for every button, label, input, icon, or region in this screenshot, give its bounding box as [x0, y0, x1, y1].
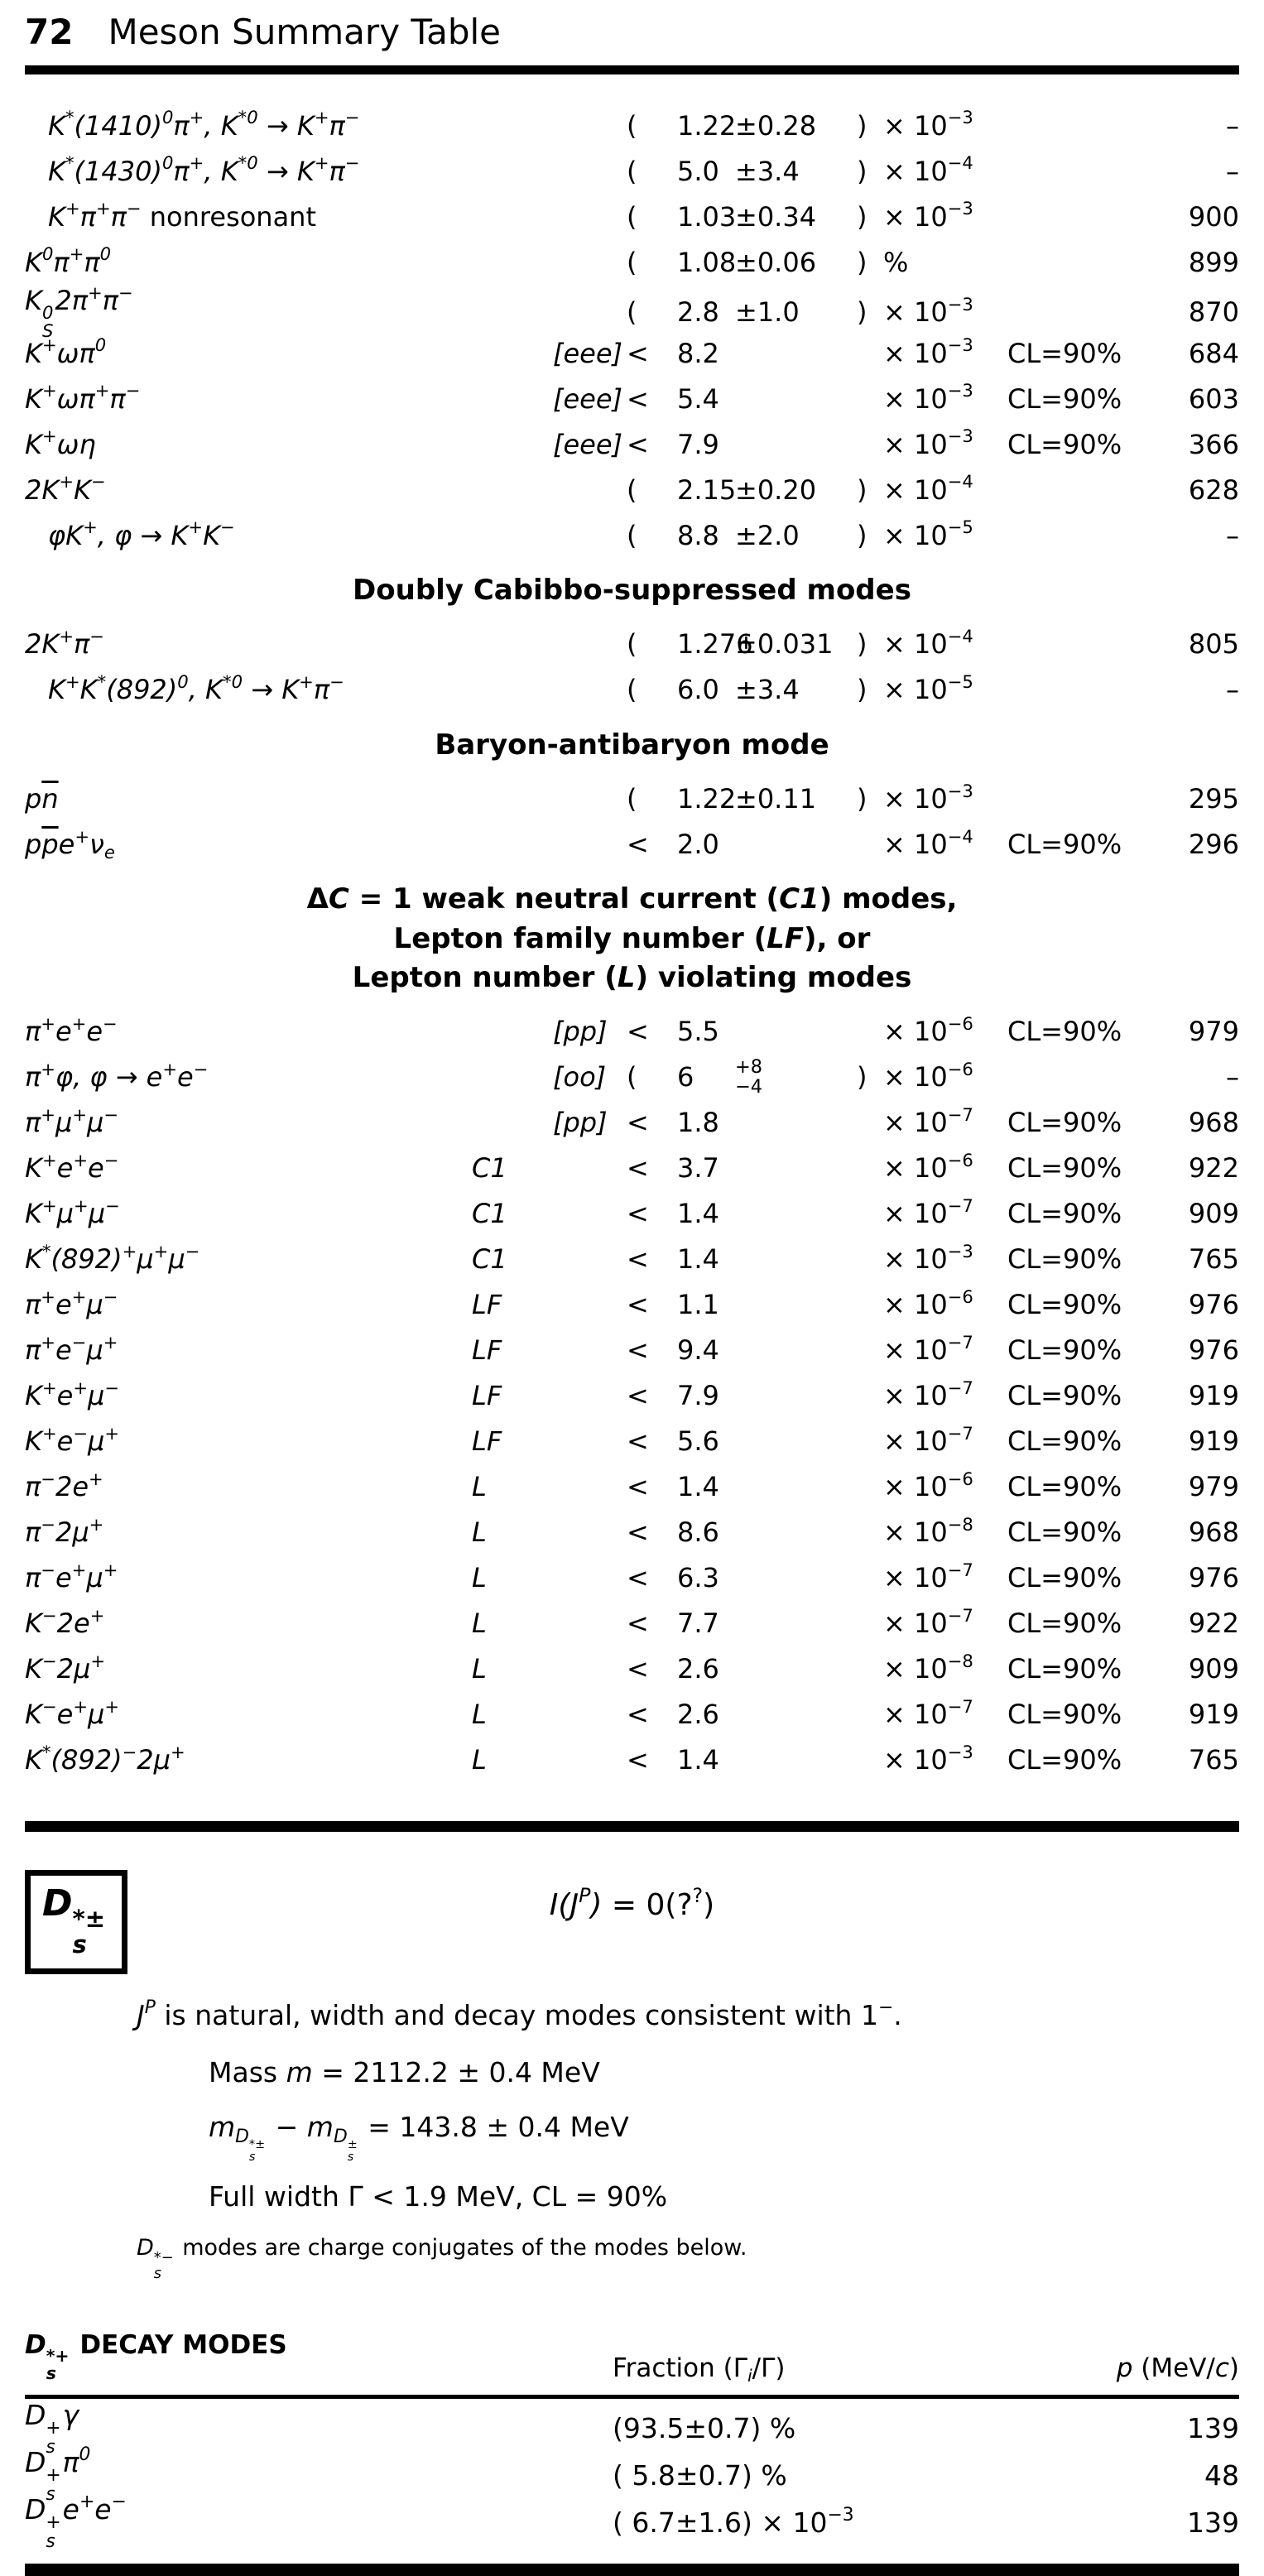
fraction-scale: × $10^{-7}$	[883, 1104, 973, 1139]
confidence-level: CL=90%	[1007, 1562, 1122, 1594]
decay-modes-row	[25, 2444, 1239, 2505]
fraction-close: )	[857, 519, 867, 551]
momentum-value: 48	[1204, 2458, 1239, 2492]
decay-mode: $K^+K^*(892)^0$, $K^{*0} \to K^+\pi^-$	[48, 671, 344, 706]
fraction-value: 9.4	[677, 1334, 719, 1367]
confidence-level: CL=90%	[1007, 382, 1122, 415]
fraction-close: )	[857, 628, 867, 661]
fraction-value: 1.03	[677, 200, 737, 233]
fraction-open: (	[627, 1061, 637, 1093]
fraction-value: 1.08	[677, 246, 737, 278]
decay-mode: D + s $\pi^0$	[25, 2444, 91, 2505]
momentum-value: 628	[1188, 473, 1239, 506]
fraction-scale: × $10^{-3}$	[883, 334, 973, 369]
fraction-close: )	[857, 674, 867, 706]
fraction-scale: × $10^{-5}$	[883, 517, 973, 551]
fraction-open: (	[627, 473, 637, 506]
decay-modes-rows	[25, 2398, 1239, 2552]
section-header-line: Doubly Cabibbo-suppressed modes	[353, 574, 911, 607]
mode-label: LF	[472, 1380, 502, 1412]
decay-row	[25, 821, 1239, 867]
decay-mode: π+μ+μ−	[25, 1104, 119, 1139]
momentum-value: 870	[1188, 296, 1239, 329]
fraction-value: 3.7	[677, 1152, 719, 1185]
fraction-close: )	[857, 155, 867, 187]
decay-mode: K+e+μ−	[25, 1377, 120, 1412]
fraction-error: ±1.0	[735, 296, 800, 329]
decay-mode: π+e−μ+	[25, 1332, 118, 1367]
fraction-error: ±0.28	[735, 109, 817, 142]
fraction-open: <	[627, 1653, 649, 1685]
fraction-scale: × $10^{-3}$	[883, 294, 973, 329]
fraction-value: 5.6	[677, 1425, 719, 1458]
particle-note: $J^P$ is natural, width and decay modes consistent with 1−.	[137, 1997, 902, 2031]
decay-row	[25, 1191, 1239, 1237]
decay-mode: $K^*(1410)^0\pi^+$, $K^{*0} \to K^+\pi^-$	[48, 107, 360, 142]
decay-mode: π−2e+	[25, 1468, 103, 1503]
section-header	[25, 726, 1239, 766]
fraction-error: ±0.34	[735, 200, 817, 233]
decay-row	[25, 148, 1239, 194]
momentum-value: 900	[1188, 200, 1239, 233]
decay-mode: 2K+K−	[25, 471, 106, 506]
fraction-scale: × $10^{-7}$	[883, 1195, 973, 1230]
fraction-value: 1.4	[677, 1243, 719, 1276]
confidence-level: CL=90%	[1007, 828, 1122, 860]
fraction-scale: × $10^{-3}$	[883, 780, 973, 815]
mode-label: C1	[472, 1198, 507, 1230]
main-decay-table	[25, 103, 1239, 1783]
fraction-error: ±3.4	[735, 674, 800, 706]
fraction-open: (	[627, 628, 637, 661]
section-header-line: Lepton number (L) violating modes	[352, 961, 912, 995]
fraction-value: 6	[677, 1061, 694, 1093]
confidence-level: CL=90%	[1007, 1243, 1122, 1276]
decay-mode: K 0 S 2π+π−	[25, 281, 133, 341]
fraction-close: )	[857, 109, 867, 142]
decay-mode: $K^+\omega\pi^0$	[25, 334, 107, 369]
mode-label: C1	[472, 1243, 507, 1276]
fraction-open: <	[627, 1107, 649, 1139]
section-header	[25, 571, 1239, 611]
fraction-scale: × $10^{-3}$	[883, 380, 973, 415]
decay-mode: K*(892)+μ+μ−	[25, 1241, 200, 1276]
fraction-value: (93.5±0.7) %	[613, 2411, 796, 2444]
decay-mode: K−2e+	[25, 1605, 105, 1640]
particle-properties	[209, 2056, 1239, 2213]
fraction-value: 8.6	[677, 1516, 719, 1549]
confidence-level: CL=90%	[1007, 1152, 1122, 1185]
fraction-scale: × $10^{-8}$	[883, 1651, 973, 1685]
fraction-scale: × $10^{-6}$	[883, 1059, 973, 1093]
particle-symbol: D *± s	[42, 1882, 106, 1958]
decay-row	[25, 103, 1239, 148]
fraction-scale: × $10^{-7}$	[883, 1423, 973, 1458]
fraction-open: <	[627, 1699, 649, 1731]
momentum-value: 922	[1188, 1152, 1239, 1185]
momentum-value: –	[1226, 155, 1239, 187]
footnote-ref: [eee]	[553, 428, 623, 460]
fraction-open: (	[627, 519, 637, 551]
momentum-value: 976	[1188, 1562, 1239, 1594]
fraction-scale: × $10^{-7}$	[883, 1377, 973, 1412]
momentum-value: 684	[1188, 337, 1239, 369]
confidence-level: CL=90%	[1007, 1425, 1122, 1458]
fraction-value: 1.22	[677, 782, 737, 815]
decay-row	[25, 1464, 1239, 1510]
momentum-value: 296	[1188, 828, 1239, 860]
momentum-value: 979	[1188, 1471, 1239, 1503]
footnote-ref: [eee]	[553, 337, 623, 369]
fraction-value: 2.8	[677, 296, 719, 329]
mode-label: C1	[472, 1152, 507, 1185]
mode-label: L	[472, 1744, 487, 1776]
footnote-ref: [eee]	[553, 382, 623, 415]
decay-mode: φK+, φ → K+K−	[48, 517, 235, 551]
fraction-open: <	[627, 382, 649, 415]
momentum-value: 976	[1188, 1334, 1239, 1367]
momentum-value: –	[1226, 1061, 1239, 1093]
momentum-value: 139	[1187, 2411, 1239, 2444]
decay-modes-row	[25, 2398, 1239, 2458]
decay-row	[25, 1009, 1239, 1055]
decay-row	[25, 1692, 1239, 1737]
momentum-value: 968	[1188, 1107, 1239, 1139]
fraction-error: ±2.0	[735, 519, 800, 551]
fraction-error: ±3.4	[735, 155, 800, 187]
fraction-error: ±0.031	[735, 628, 834, 661]
page-bottom-rule	[25, 2564, 1239, 2576]
full-width-line: Full width Γ < 1.9 MeV, CL = 90%	[209, 2180, 668, 2213]
fraction-scale: × $10^{-4}$	[883, 152, 973, 187]
fraction-scale: × $10^{-3}$	[883, 1241, 973, 1276]
fraction-value: 5.4	[677, 382, 719, 415]
decay-row	[25, 467, 1239, 512]
decay-mode: π+e+μ−	[25, 1286, 118, 1321]
fraction-error: ±0.20	[735, 473, 817, 506]
decay-row	[25, 1555, 1239, 1601]
decay-mode: K+μ+μ−	[25, 1195, 120, 1230]
section-header	[25, 880, 1239, 998]
mass-difference-line: $m_{D *\pm s}$ − $m_{D \pm s}$ = 143.8 ± 0.4 MeV	[209, 2110, 629, 2165]
fraction-value: 2.6	[677, 1653, 719, 1685]
decay-row	[25, 1100, 1239, 1146]
fraction-value: ( 5.8±0.7) %	[613, 2458, 787, 2492]
momentum-value: 295	[1188, 782, 1239, 815]
page-title: Meson Summary Table	[108, 12, 502, 52]
decay-mode: $K^0\pi^+\pi^0$	[25, 243, 112, 278]
fraction-error: ±0.06	[735, 246, 817, 278]
decay-modes-table	[25, 2329, 1239, 2552]
momentum-value: 366	[1188, 428, 1239, 460]
fraction-scale: × $10^{-4}$	[883, 825, 973, 860]
page-number: 72	[25, 12, 74, 52]
decay-row	[25, 239, 1239, 285]
fraction-open: (	[627, 155, 637, 187]
decay-row	[25, 512, 1239, 558]
fraction-value: 1.1	[677, 1289, 719, 1321]
confidence-level: CL=90%	[1007, 1107, 1122, 1139]
decay-row	[25, 776, 1239, 821]
momentum-value: 139	[1187, 2506, 1239, 2539]
decay-mode: K−2μ+	[25, 1651, 106, 1685]
mode-label: L	[472, 1562, 487, 1594]
confidence-level: CL=90%	[1007, 1653, 1122, 1685]
fraction-open: (	[627, 109, 637, 142]
momentum-value: 919	[1188, 1699, 1239, 1731]
fraction-close: )	[857, 1061, 867, 1093]
decay-row	[25, 1510, 1239, 1555]
decay-row	[25, 667, 1239, 713]
mode-label: L	[472, 1653, 487, 1685]
momentum-value: 765	[1188, 1243, 1239, 1276]
confidence-level: CL=90%	[1007, 1198, 1122, 1230]
decay-mode: $p\overline{p}e^+\nu_e$	[25, 825, 115, 863]
fraction-scale: × $10^{-6}$	[883, 1150, 973, 1185]
fraction-value: 2.6	[677, 1699, 719, 1731]
section-divider-rule	[25, 1821, 1239, 1832]
momentum-value: 976	[1188, 1289, 1239, 1321]
decay-mode: K−e+μ+	[25, 1696, 120, 1731]
confidence-level: CL=90%	[1007, 1334, 1122, 1367]
fraction-scale: × $10^{-4}$	[883, 626, 973, 661]
momentum-value: 919	[1188, 1425, 1239, 1458]
fraction-scale: × $10^{-8}$	[883, 1514, 973, 1549]
confidence-level: CL=90%	[1007, 1699, 1122, 1731]
fraction-close: )	[857, 296, 867, 329]
fraction-value: 7.9	[677, 428, 719, 460]
fraction-value: 1.4	[677, 1471, 719, 1503]
decay-mode: K+e+e−	[25, 1150, 119, 1185]
confidence-level: CL=90%	[1007, 1380, 1122, 1412]
decay-mode: K+e−μ+	[25, 1423, 120, 1458]
decay-mode: K+π+π− nonresonant	[48, 198, 316, 233]
decay-row	[25, 1237, 1239, 1282]
confidence-level: CL=90%	[1007, 1608, 1122, 1640]
fraction-value: 6.3	[677, 1562, 719, 1594]
fraction-value: 1.8	[677, 1107, 719, 1139]
mode-label: L	[472, 1471, 487, 1503]
decay-mode: $K^*(1430)^0\pi^+$, $K^{*0} \to K^+\pi^-$	[48, 152, 360, 187]
mode-label: L	[472, 1699, 487, 1731]
momentum-value: 805	[1188, 628, 1239, 661]
fraction-scale: × $10^{-5}$	[883, 671, 973, 706]
decay-mode: 2K+π−	[25, 626, 104, 661]
footnote-ref: [oo]	[553, 1061, 607, 1093]
decay-row	[25, 330, 1239, 376]
column-header-modes: D *+ s DECAY MODES	[25, 2329, 287, 2384]
column-header-fraction: Fraction $(\Gamma_i/\Gamma)$	[613, 2353, 786, 2386]
page-header	[25, 12, 1239, 52]
fraction-open: (	[627, 246, 637, 278]
momentum-value: –	[1226, 109, 1239, 142]
confidence-level: CL=90%	[1007, 1289, 1122, 1321]
decay-mode: K+ωπ+π−	[25, 380, 141, 415]
momentum-value: –	[1226, 519, 1239, 551]
fraction-value: 1.276	[677, 628, 753, 661]
fraction-scale: × $10^{-7}$	[883, 1560, 973, 1594]
fraction-value: 8.8	[677, 519, 719, 551]
fraction-open: <	[627, 1334, 649, 1367]
decay-mode: K*(892)−2μ+	[25, 1742, 185, 1776]
mode-label: LF	[472, 1289, 502, 1321]
fraction-open: (	[627, 674, 637, 706]
column-header-momentum: p (MeV/c)	[1116, 2353, 1239, 2383]
fraction-value: 1.22	[677, 109, 737, 142]
footnote-ref: [pp]	[553, 1107, 608, 1139]
confidence-level: CL=90%	[1007, 1016, 1122, 1048]
fraction-value: 2.0	[677, 828, 719, 860]
header-rule	[25, 65, 1239, 74]
decay-row	[25, 1646, 1239, 1692]
mode-label: L	[472, 1516, 487, 1549]
section-header-line: ΔC = 1 weak neutral current (C1) modes,	[306, 882, 958, 916]
fraction-scale: × $10^{-6}$	[883, 1286, 973, 1321]
momentum-value: 922	[1188, 1608, 1239, 1640]
section-header-line: Baryon-antibaryon mode	[435, 728, 829, 762]
decay-row	[25, 1373, 1239, 1419]
particle-symbol-box	[25, 1870, 127, 1974]
decay-mode: π+e+e−	[25, 1013, 118, 1048]
momentum-value: 603	[1188, 382, 1239, 415]
particle-header	[25, 1870, 1239, 1969]
momentum-value: 919	[1188, 1380, 1239, 1412]
decay-mode: π+φ, φ → e+e−	[25, 1059, 209, 1093]
confidence-level: CL=90%	[1007, 428, 1122, 460]
fraction-close: )	[857, 200, 867, 233]
decay-mode: D + s γ	[25, 2398, 79, 2458]
fraction-scale: × $10^{-6}$	[883, 1468, 973, 1503]
decay-modes-row	[25, 2492, 1239, 2552]
fraction-scale: × $10^{-3}$	[883, 198, 973, 233]
decay-row	[25, 1601, 1239, 1646]
fraction-open: <	[627, 1425, 649, 1458]
momentum-value: 968	[1188, 1516, 1239, 1549]
decay-mode: $p\overline{n}$	[25, 782, 59, 815]
fraction-open: <	[627, 1152, 649, 1185]
fraction-value: ( $6.7\pm 1.6) \times 10^{-3}$	[613, 2505, 854, 2539]
fraction-scale: × $10^{-3}$	[883, 107, 973, 142]
fraction-open: <	[627, 1608, 649, 1640]
fraction-open: <	[627, 428, 649, 460]
decay-mode: π−2μ+	[25, 1514, 104, 1549]
quantum-numbers: $I(J^P)$ = 0(??)	[549, 1884, 715, 1922]
decay-row	[25, 1328, 1239, 1373]
decay-row	[25, 421, 1239, 467]
momentum-value: 899	[1188, 246, 1239, 278]
decay-row	[25, 281, 1239, 341]
fraction-open: (	[627, 782, 637, 815]
fraction-open: <	[627, 1516, 649, 1549]
momentum-value: 765	[1188, 1744, 1239, 1776]
fraction-open: <	[627, 337, 649, 369]
section-header-line: Lepton family number (LF), or	[393, 921, 871, 955]
decay-row	[25, 1737, 1239, 1783]
fraction-open: <	[627, 1471, 649, 1503]
fraction-scale: × $10^{-4}$	[883, 471, 973, 506]
fraction-scale: × $10^{-7}$	[883, 1605, 973, 1640]
fraction-open: <	[627, 828, 649, 860]
fraction-open: <	[627, 1562, 649, 1594]
fraction-open: <	[627, 1016, 649, 1048]
fraction-value: 7.7	[677, 1608, 719, 1640]
fraction-value: 1.4	[677, 1744, 719, 1776]
fraction-close: )	[857, 473, 867, 506]
fraction-open: <	[627, 1198, 649, 1230]
decay-mode: D + s e+e−	[25, 2492, 127, 2552]
fraction-value: 5.5	[677, 1016, 719, 1048]
decay-row	[25, 1146, 1239, 1191]
decay-row	[25, 1055, 1239, 1100]
fraction-scale: × $10^{-6}$	[883, 1013, 973, 1048]
momentum-value: 979	[1188, 1016, 1239, 1048]
fraction-close: )	[857, 246, 867, 278]
fraction-open: (	[627, 200, 637, 233]
conjugate-note: D *− s modes are charge conjugates of the modes below.	[137, 2235, 747, 2282]
fraction-open: <	[627, 1744, 649, 1776]
decay-mode: K+ωη	[25, 425, 96, 460]
momentum-value: 909	[1188, 1653, 1239, 1685]
fraction-value: 5.0	[677, 155, 719, 187]
momentum-value: 909	[1188, 1198, 1239, 1230]
confidence-level: CL=90%	[1007, 1516, 1122, 1549]
fraction-scale: × $10^{-3}$	[883, 425, 973, 460]
fraction-scale: × $10^{-3}$	[883, 1742, 973, 1776]
fraction-error: ±0.11	[735, 782, 817, 815]
decay-row	[25, 376, 1239, 421]
fraction-value: 2.15	[677, 473, 737, 506]
fraction-close: )	[857, 782, 867, 815]
decay-row	[25, 1419, 1239, 1464]
fraction-value: 6.0	[677, 674, 719, 706]
mode-label: LF	[472, 1334, 502, 1367]
fraction-error: +8 −4	[735, 1055, 763, 1098]
footnote-ref: [pp]	[553, 1016, 608, 1048]
mass-line: Mass m = 2112.2 ± 0.4 MeV	[209, 2055, 600, 2088]
confidence-level: CL=90%	[1007, 1744, 1122, 1776]
fraction-scale: × $10^{-7}$	[883, 1332, 973, 1367]
mode-label: L	[472, 1608, 487, 1640]
decay-row	[25, 1282, 1239, 1328]
fraction-value: 7.9	[677, 1380, 719, 1412]
fraction-open: <	[627, 1243, 649, 1276]
confidence-level: CL=90%	[1007, 1471, 1122, 1503]
mode-label: LF	[472, 1425, 502, 1458]
fraction-value: 8.2	[677, 337, 719, 369]
fraction-open: <	[627, 1289, 649, 1321]
decay-row	[25, 622, 1239, 667]
decay-mode: π−e+μ+	[25, 1560, 118, 1594]
decay-row	[25, 194, 1239, 239]
fraction-value: 1.4	[677, 1198, 719, 1230]
momentum-value: –	[1226, 674, 1239, 706]
fraction-scale: %	[883, 246, 909, 278]
fraction-open: (	[627, 296, 637, 329]
fraction-scale: × $10^{-7}$	[883, 1696, 973, 1731]
fraction-open: <	[627, 1380, 649, 1412]
confidence-level: CL=90%	[1007, 337, 1122, 369]
decay-modes-table-header	[25, 2330, 1239, 2395]
